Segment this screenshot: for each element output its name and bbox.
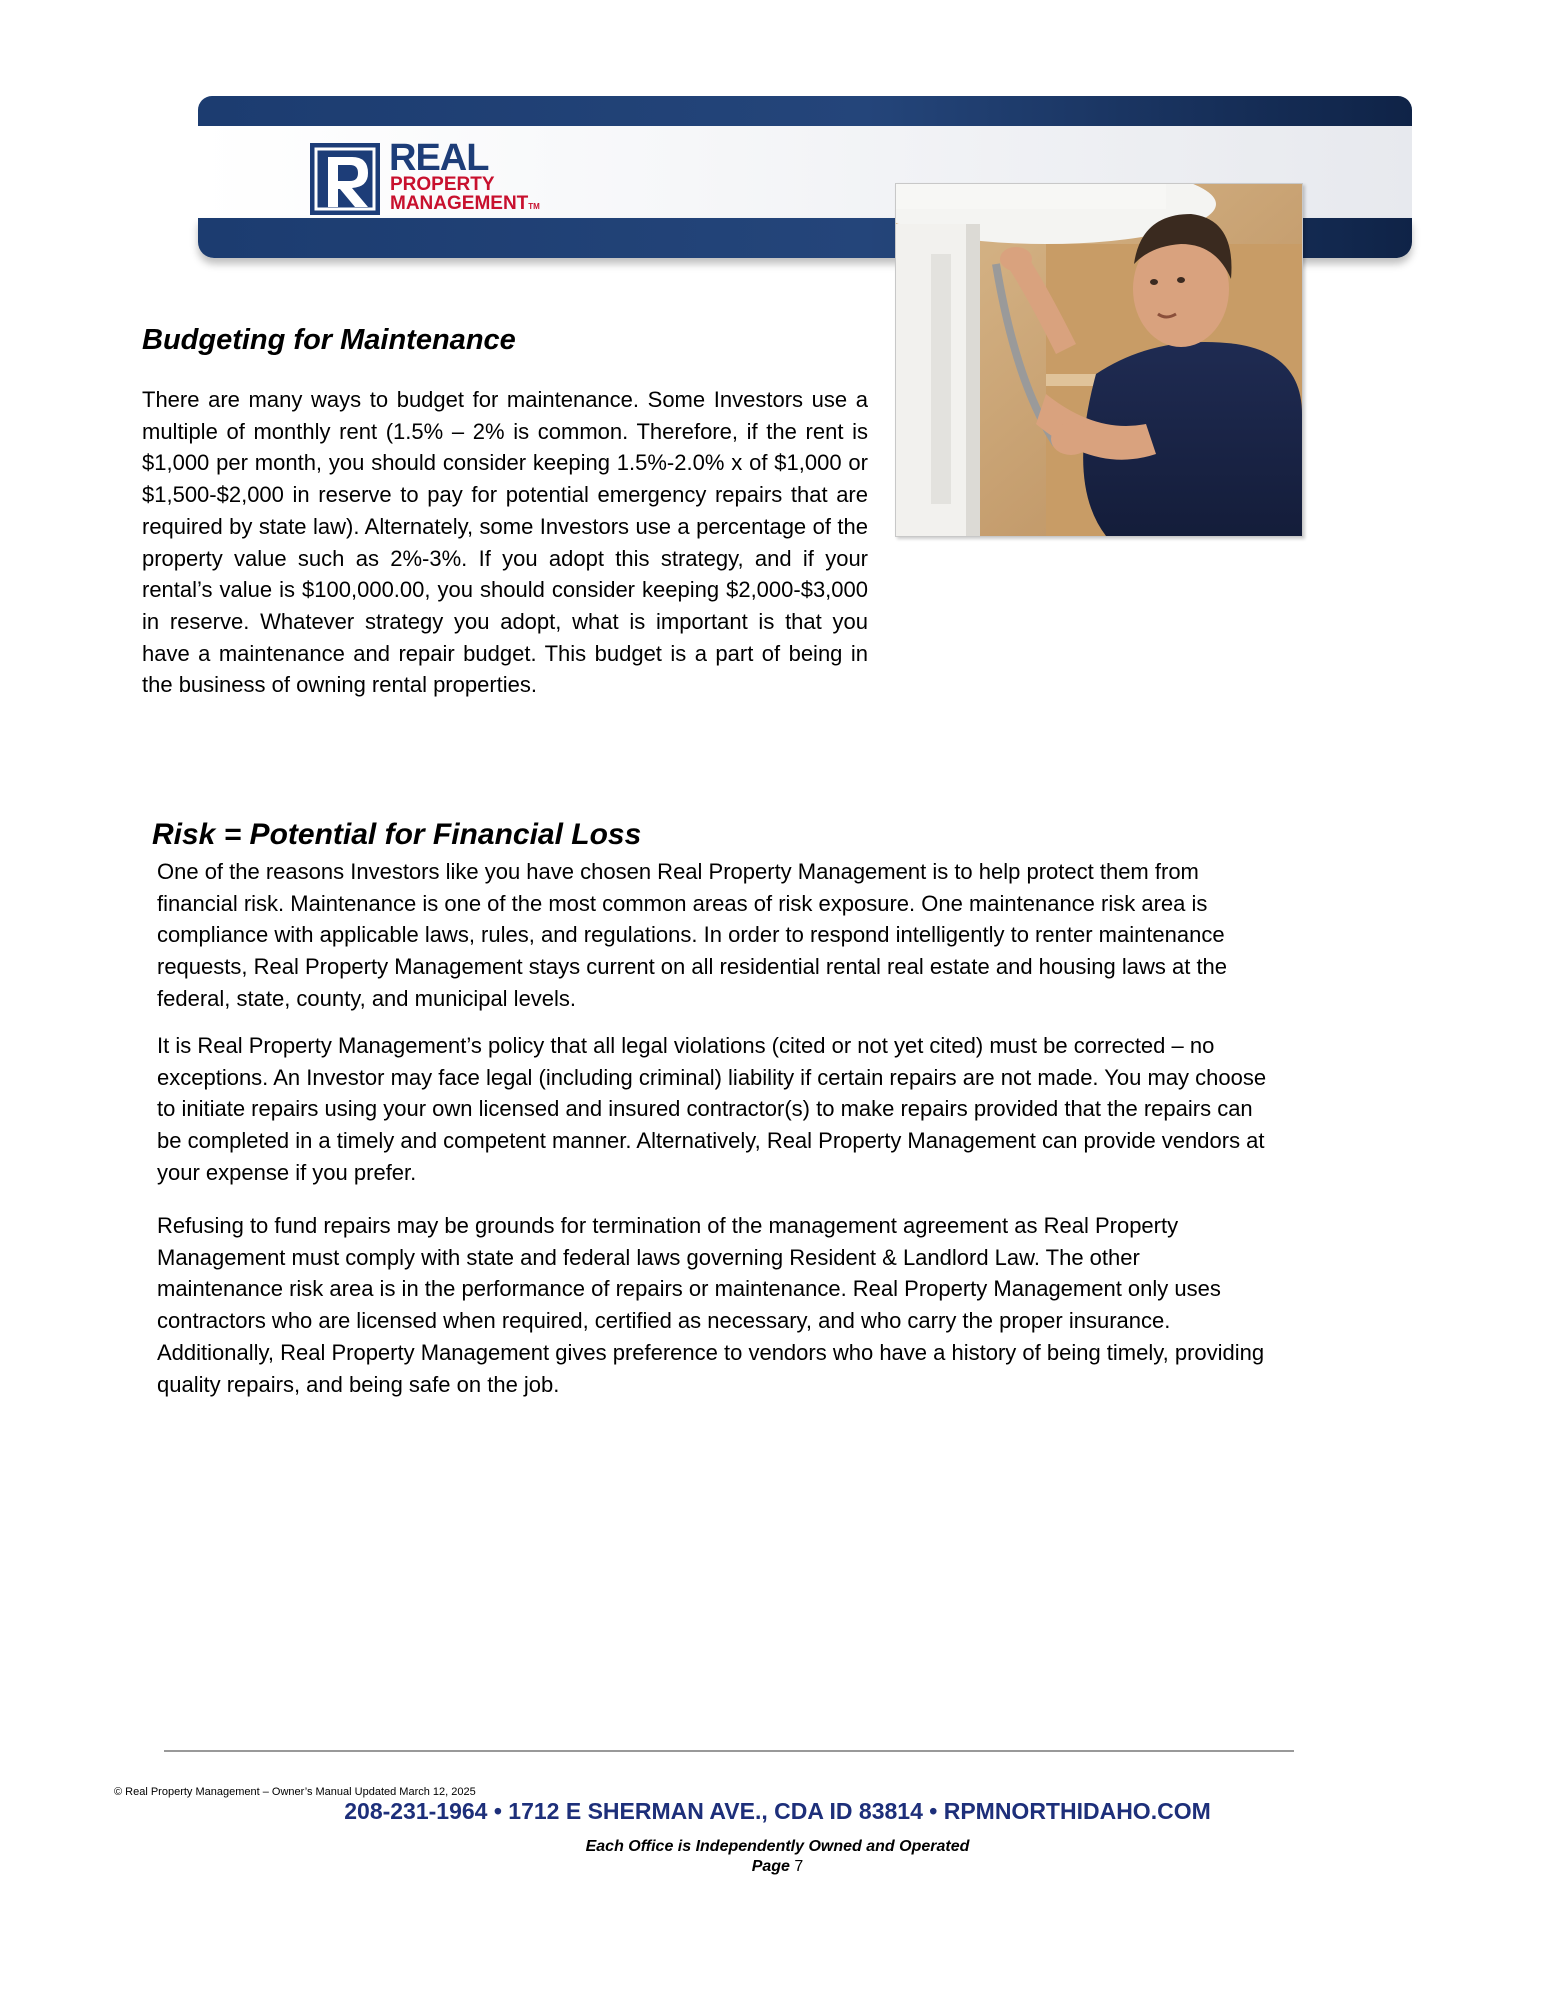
logo-word-real: REAL [389, 137, 489, 179]
risk-paragraph-3: Refusing to fund repairs may be grounds for termination of the management agreement as Real Property Management must comply with state and federal laws governing Resident & Landlord Law. The other maintenance risk area is in the performance of repairs or maintenance. Real Property Management only uses contractors who are licensed when required, certified as necessary, and who carry the proper insurance. Additionally, Real Property Management gives preference to vendors who have a history of being timely, providing quality repairs, and being safe on the job. [157, 1213, 1265, 1397]
logo-r-mark-icon [310, 143, 380, 215]
budgeting-paragraph: There are many ways to budget for maintenance. Some Investors use a multiple of monthly rent (1.5% – 2% is common. Therefore, if the rent is $1,000 per month, you should consider keeping 1.5%-2.0% x of $1,000 or $1,500-$2,000 in reserve to pay for potential emergency repairs that are required by state law). Alternately, some Investors use a percentage of the property value such as 2%-3%. If you adopt this strategy, and if your rental’s value is $100,000.00, you should consider keeping $2,000-$3,000 in reserve. Whatever strategy you adopt, what is important is that you have a maintenance and repair budget. This budget is a part of being in the business of owning rental properties. [142, 387, 868, 698]
logo-trademark: TM [528, 202, 540, 211]
footer-copyright: © Real Property Management – Owner’s Manual Updated March 12, 2025 [114, 1786, 476, 1798]
footer-contact-info: 208-231-1964 • 1712 E SHERMAN AVE., CDA ID 83814 • RPMNORTHIDAHO.COM [344, 1798, 1211, 1824]
plumber-photo [895, 183, 1303, 537]
footer-divider [164, 1750, 1294, 1752]
section-title-budgeting: Budgeting for Maintenance [142, 324, 516, 356]
page-label: Page [751, 1858, 790, 1875]
page-number: 7 [794, 1858, 804, 1875]
banner-top-bar [198, 96, 1412, 128]
risk-paragraph-2: It is Real Property Management’s policy that all legal violations (cited or not yet cited) must be corrected – no exceptions. An Investor may face legal (including criminal) liability if certain repairs are not made. You may choose to initiate repairs using your own licensed and insured contractor(s) to make repairs provided that the repairs can be completed in a timely and competent manner. Alternatively, Real Property Management can provide vendors at your expense if you prefer. [157, 1033, 1267, 1185]
footer-page-number [0, 1858, 1545, 1876]
section-title-risk: Risk = Potential for Financial Loss [152, 818, 642, 851]
footer-independent-note: Each Office is Independently Owned and Operated [585, 1838, 970, 1855]
logo-word-management: MANAGEMENTTM [390, 193, 540, 214]
logo-word-property: PROPERTY [390, 174, 495, 195]
risk-paragraph-1: One of the reasons Investors like you have chosen Real Property Management is to help protect them from financial risk. Maintenance is one of the most common areas of risk exposure. One maintenance risk area is compliance with applicable laws, rules, and regulations. In order to respond intelligently to renter maintenance requests, Real Property Management stays current on all residential rental real estate and housing laws at the federal, state, county, and municipal levels. [157, 859, 1228, 1011]
